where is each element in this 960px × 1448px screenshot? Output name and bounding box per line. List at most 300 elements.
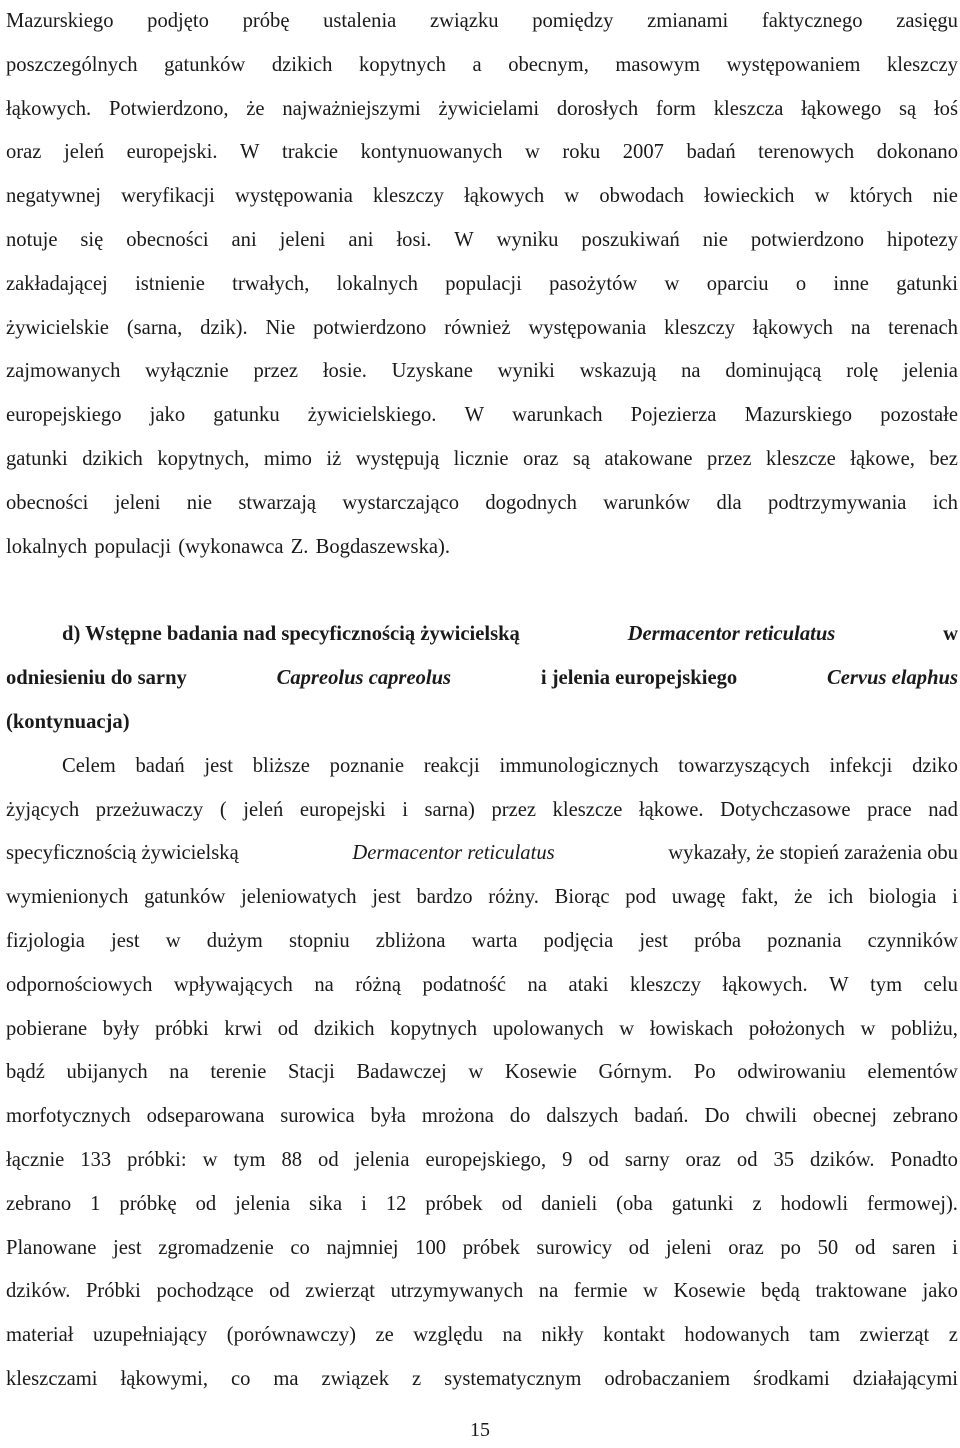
word: w [860, 1017, 876, 1040]
text-line [6, 175, 958, 219]
word: w [525, 141, 540, 164]
word: obecności [6, 491, 89, 514]
word: (wykonawca [178, 535, 284, 558]
text-line [6, 1183, 958, 1227]
word: w [468, 1061, 484, 1084]
word: 9 [562, 1148, 573, 1171]
word: tym [233, 1148, 266, 1171]
word: dzik). [200, 316, 248, 339]
word: ustalenia [323, 10, 397, 32]
word: W [240, 141, 260, 164]
word: podjęcia [543, 929, 614, 952]
species-name: Cervus elaphus [826, 667, 958, 690]
word: roku [562, 141, 601, 164]
word: hodowanych [684, 1324, 790, 1347]
word: sarna) [424, 798, 475, 821]
word: z [411, 1367, 422, 1390]
word: Stacji [287, 1061, 335, 1084]
word: ubijanych [66, 1061, 148, 1084]
word: w [202, 1148, 218, 1171]
word: systematycznym [444, 1367, 582, 1390]
word: przez [253, 360, 299, 383]
word: fizjologia [6, 929, 85, 952]
word: jelenia [903, 360, 958, 383]
word: mrożona [421, 1105, 494, 1128]
text-line [6, 964, 958, 1008]
text-line [6, 44, 958, 88]
word: dzikich [313, 1017, 375, 1040]
word: Mazurskiego [6, 10, 114, 32]
word: dla [716, 491, 742, 514]
word: 133 [80, 1148, 112, 1171]
paragraph-ticks-range [6, 0, 958, 569]
word: oraz [685, 1148, 721, 1171]
word: również [444, 316, 511, 339]
page-number: 15 [470, 1419, 490, 1441]
text-line [6, 745, 958, 789]
text-line [6, 1095, 958, 1139]
word: i [952, 1236, 958, 1259]
word: jeleń [63, 141, 105, 164]
word: Celem [62, 754, 116, 777]
word: krwi [224, 1017, 263, 1040]
word: na [169, 1061, 189, 1084]
word: co [230, 1367, 251, 1390]
word: jako [922, 1280, 958, 1303]
word: jelenia [235, 1192, 291, 1215]
word: ataki [568, 973, 609, 996]
word: jest [372, 886, 401, 909]
word: Badawczej [356, 1061, 447, 1084]
word: że [246, 97, 265, 120]
word: zebrano [6, 1192, 72, 1215]
word: fakt, [741, 886, 779, 909]
word: Górnym. [598, 1061, 673, 1084]
word: zajmowanych [6, 360, 121, 383]
word: licznie [453, 447, 509, 470]
word: i [402, 798, 408, 821]
word: odwirowaniu [737, 1061, 846, 1084]
word: i [952, 886, 958, 909]
word: poznania [767, 929, 842, 952]
word: z [948, 1324, 958, 1347]
word: oparciu [706, 272, 769, 295]
text-line [6, 131, 958, 175]
word: badań. [634, 1105, 689, 1128]
word: od [736, 1148, 758, 1171]
word: ani [348, 228, 374, 251]
word: Po [693, 1061, 716, 1084]
word: kopytnych [390, 1017, 478, 1040]
word: dokonano [876, 141, 958, 164]
word: populacji [94, 535, 172, 558]
word: od [501, 1192, 523, 1215]
word: utrzymywanych [390, 1280, 524, 1303]
text-line [6, 0, 958, 44]
word: występują [355, 447, 440, 470]
word: (porównawczy) [226, 1324, 356, 1347]
word: weryfikacji [121, 185, 215, 208]
word: traktowane [815, 1280, 907, 1303]
word: warta [471, 929, 518, 952]
word: odrobaczaniem [604, 1367, 731, 1390]
word: próbki [155, 1017, 209, 1040]
word: mimo [263, 447, 312, 470]
word: ( [219, 798, 227, 821]
word: podjęto [147, 10, 209, 32]
word: na [538, 1280, 559, 1303]
text-line [6, 88, 958, 132]
word: dzików. [810, 1148, 875, 1171]
word: łąkowych [464, 185, 545, 208]
word: tam [809, 1324, 841, 1347]
word: w [664, 272, 680, 295]
word: nad [928, 798, 958, 821]
word: towarzyszących [678, 754, 810, 777]
word: łosie. [322, 360, 367, 383]
word: Uzyskane [391, 360, 473, 383]
word: łąkowe. [638, 798, 704, 821]
word: istnienie [135, 272, 205, 295]
word: dominującą [725, 360, 822, 383]
word: próba [694, 929, 742, 952]
word: hodowli [780, 1192, 849, 1215]
word: gatunki [671, 1192, 734, 1215]
word: populacji [445, 272, 522, 295]
word: najmniej [326, 1236, 399, 1259]
word: do [509, 1105, 531, 1128]
word: czynników [867, 929, 958, 952]
word: że [794, 886, 813, 909]
word: żywicielskiego. [307, 404, 437, 427]
word: były [102, 1017, 140, 1040]
word: ich [932, 491, 958, 514]
word: a [472, 53, 482, 76]
text-line [6, 1358, 958, 1402]
paragraph-host-specificity [6, 745, 958, 1402]
word: pod [625, 886, 657, 909]
word: kleszczy [664, 316, 736, 339]
word: od [628, 1236, 650, 1259]
word: trakcie [282, 141, 339, 164]
heading-text: w [943, 623, 958, 646]
word: potwierdzono [313, 316, 427, 339]
word: infekcji [829, 754, 893, 777]
word: dużym [206, 929, 263, 952]
word: trwałych, [232, 272, 310, 295]
word: gatunki [896, 272, 958, 295]
text-line [6, 307, 958, 351]
word: łosi. [396, 228, 432, 251]
word: kontynuowanych [360, 141, 503, 164]
word: była [370, 1105, 406, 1128]
word: (oba [616, 1192, 653, 1215]
word: 2007 [622, 141, 664, 164]
word: iż [326, 447, 342, 470]
word: negatywnej [6, 185, 101, 208]
word: pobierane [6, 1017, 88, 1040]
word: masowym [615, 53, 701, 76]
word: na [502, 1324, 522, 1347]
word: jeleni [114, 491, 161, 514]
word: Mazurskiego [744, 404, 853, 427]
word: fermowej). [867, 1192, 958, 1215]
word: od [318, 1148, 339, 1171]
word: elementów [867, 1061, 958, 1084]
word: europejskiego, [425, 1148, 547, 1171]
word: stopniu [288, 929, 350, 952]
word: występowaniem [726, 53, 861, 76]
word: jako [149, 404, 186, 427]
word: dzików. [6, 1280, 71, 1303]
word: Nie [265, 316, 296, 339]
word: łowieckich [704, 185, 795, 208]
word: poznanie [329, 754, 405, 777]
word: wystarczająco [342, 491, 460, 514]
word: europejskiego [6, 404, 122, 427]
word: biologia [868, 886, 937, 909]
word: występowania [235, 185, 353, 208]
word: kleszczy [630, 973, 701, 996]
text-line [6, 832, 958, 876]
word: dzikich [271, 53, 333, 76]
word: od [854, 1236, 876, 1259]
word: od [588, 1148, 609, 1171]
word: pobliżu, [890, 1017, 958, 1040]
word: nie [186, 491, 212, 514]
word: chwili [745, 1105, 797, 1128]
word: Bogdaszewska). [315, 535, 451, 558]
word: gatunki [6, 447, 68, 470]
word: terenie [210, 1061, 267, 1084]
word: 35 [773, 1148, 795, 1171]
text-line [6, 438, 958, 482]
word: reakcji [423, 754, 480, 777]
word: lokalnych [336, 272, 418, 295]
word: przeżuwaczy [95, 798, 204, 821]
word: wpływających [173, 973, 293, 996]
word: względu [413, 1324, 483, 1347]
word: odpornościowych [6, 973, 153, 996]
word: warunkach [512, 404, 603, 427]
heading-text: i jelenia europejskiego [540, 667, 738, 690]
word: tym [870, 973, 903, 996]
word: podatność [422, 973, 507, 996]
word: warunków [603, 491, 691, 514]
word: dalszych [546, 1105, 619, 1128]
word: na [850, 316, 871, 339]
word: Z. [290, 535, 309, 558]
word: jest [111, 929, 140, 952]
word: próbkę [119, 1192, 177, 1215]
section-heading [6, 613, 958, 744]
word: fermie [573, 1280, 628, 1303]
word: których [849, 185, 913, 208]
word: jest [639, 929, 668, 952]
heading-line [6, 657, 958, 701]
word: surowica [280, 1105, 355, 1128]
word: 50 [817, 1236, 839, 1259]
text-line [6, 1051, 958, 1095]
word: inne [833, 272, 869, 295]
word: 100 [415, 1236, 447, 1259]
word: obecnej [812, 1105, 877, 1128]
word: form [655, 97, 696, 120]
heading-text: odniesieniu do sarny [6, 667, 187, 690]
word: morfotycznych [6, 1105, 131, 1128]
word: łąkowych. [6, 97, 92, 120]
species-name: Dermacentor reticulatus [352, 842, 555, 865]
text-segment: wykazały, że stopień zarażenia obu [668, 842, 958, 865]
word: potwierdzono [750, 228, 865, 251]
word: łąkowych. [722, 973, 808, 996]
word: obecnym, [508, 53, 589, 76]
word: wyłącznie [145, 360, 229, 383]
word: bliższe [252, 754, 310, 777]
word: bez [929, 447, 958, 470]
word: jest [204, 754, 234, 777]
word: różny. [488, 886, 539, 909]
word: (sarna, [126, 316, 183, 339]
word: materiał [6, 1324, 74, 1347]
word: są [899, 97, 917, 120]
word: żyjących [6, 798, 80, 821]
word: jest [113, 1236, 142, 1259]
paragraph-spacer [6, 569, 958, 613]
word: kopytnych [359, 53, 446, 76]
word: o [795, 272, 807, 295]
word: terenowych [758, 141, 855, 164]
word: bardzo [416, 886, 473, 909]
word: od [269, 1280, 290, 1303]
word: pochodzące [156, 1280, 254, 1303]
document-page [6, 0, 958, 1402]
word: ani [231, 228, 257, 251]
word: W [464, 404, 485, 427]
word: kleszcza [713, 97, 784, 120]
heading-text: (kontynuacja) [6, 710, 130, 733]
word: w [564, 185, 580, 208]
text-line [6, 1227, 958, 1271]
word: jeleń [243, 798, 284, 821]
word: dziko [912, 754, 958, 777]
word: terenach [888, 316, 958, 339]
text-line [6, 789, 958, 833]
word: kopytnych, [157, 447, 250, 470]
word: pomiędzy [532, 10, 614, 32]
word: łąkowych [752, 316, 833, 339]
word: Do [704, 1105, 730, 1128]
word: stwarzają [238, 491, 317, 514]
word: oraz [728, 1236, 764, 1259]
text-line [6, 1314, 958, 1358]
word: co [290, 1236, 310, 1259]
word: W [829, 973, 849, 996]
word: pasożytów [549, 272, 638, 295]
text-line [6, 394, 958, 438]
word: jelenia [354, 1148, 410, 1171]
word: próbki: [127, 1148, 187, 1171]
word: żywicielskie [6, 316, 109, 339]
word: środkami [753, 1367, 830, 1390]
word: łąkowe, [850, 447, 915, 470]
word: pozostałe [880, 404, 958, 427]
species-name: Capreolus capreolus [276, 667, 452, 690]
text-line [6, 350, 958, 394]
word: oraz [6, 141, 42, 164]
word: dzikich [82, 447, 143, 470]
word: dorosłych [556, 97, 639, 120]
word: prace [867, 798, 912, 821]
word: związek [321, 1367, 389, 1390]
word: kleszcze [766, 447, 836, 470]
word: łąkowymi, [120, 1367, 208, 1390]
word: w [643, 1280, 658, 1303]
word: wyniku [496, 228, 559, 251]
species-name: Dermacentor reticulatus [627, 623, 836, 646]
word: sika [308, 1192, 343, 1215]
word: jeleni [665, 1236, 712, 1259]
word: faktycznego [761, 10, 863, 32]
word: wskazują [579, 360, 657, 383]
word: ze [375, 1324, 394, 1347]
word: od [195, 1192, 217, 1215]
word: dogodnych [485, 491, 577, 514]
word: uzupełniający [92, 1324, 208, 1347]
word: działającymi [852, 1367, 958, 1390]
word: 12 [385, 1192, 407, 1215]
word: wyniki [497, 360, 555, 383]
word: odseparowana [146, 1105, 265, 1128]
word: w [619, 1017, 635, 1040]
word: danieli [541, 1192, 598, 1215]
word: na [681, 360, 701, 383]
word: celu [923, 973, 958, 996]
word: próbę [242, 10, 290, 32]
word: w [814, 185, 830, 208]
word: kleszcze [552, 798, 623, 821]
word: gatunku [213, 404, 280, 427]
word: surowicy [536, 1236, 613, 1259]
word: kleszczy [887, 53, 958, 76]
word: się [80, 228, 104, 251]
word: kleszczami [6, 1367, 98, 1390]
word: podtrzymywania [768, 491, 907, 514]
word: nie [702, 228, 728, 251]
word: 1 [90, 1192, 101, 1215]
word: przez [491, 798, 537, 821]
text-line [6, 526, 958, 570]
word: gatunków [164, 53, 246, 76]
text-line [6, 1139, 958, 1183]
word: łoś [933, 97, 958, 120]
word: Potwierdzono, [108, 97, 229, 120]
word: uwagę [671, 886, 726, 909]
word: łącznie [6, 1148, 65, 1171]
word: upolowanych [492, 1017, 604, 1040]
word: łąkowego [801, 97, 882, 120]
word: próbek [425, 1192, 483, 1215]
word: kleszczy [373, 185, 444, 208]
word: zasięgu [896, 10, 958, 32]
word: jeleni [279, 228, 326, 251]
word: 88 [281, 1148, 303, 1171]
word: Kosewie [504, 1061, 577, 1084]
word: europejski. [126, 141, 218, 164]
word: bądź [6, 1061, 45, 1084]
heading-line [6, 613, 958, 657]
word: wymienionych [6, 886, 129, 909]
